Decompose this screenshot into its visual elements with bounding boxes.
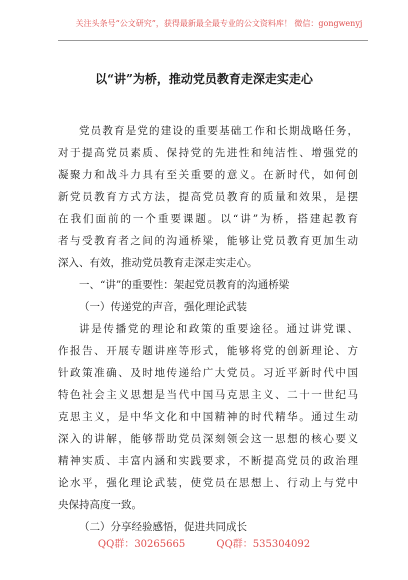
body-line: 特色社会主义思想是当代中国马克思主义、二十一世纪马 bbox=[58, 389, 358, 401]
body-line: 深入的讲解，能够帮助党员深刻领会这一思想的核心要义 bbox=[58, 433, 358, 445]
header-divider bbox=[58, 40, 368, 41]
header-notice: 关注头条号“公文研究”，获得最新最全最专业的公文资料库！ 微信：gongwenyj bbox=[75, 19, 363, 28]
body-line: 党员教育是党的建设的重要基础工作和长期战略任务， bbox=[79, 125, 358, 137]
body-line: 者与受教育者之间的沟通桥梁，能够让党员教育更加生动 bbox=[58, 235, 358, 247]
body-line: 讲是传播党的理论和政策的重要途径。通过讲党课、 bbox=[79, 323, 358, 335]
body-line: 凝聚力和战斗力具有至关重要的意义。在新时代，如何创 bbox=[58, 169, 358, 181]
body-line: 对于提高党员素质、保持党的先进性和纯洁性、增强党的 bbox=[58, 147, 358, 159]
body-line: 作报告、开展专题讲座等形式，能够将党的创新理论、方 bbox=[58, 345, 358, 357]
footer-contact bbox=[0, 535, 408, 550]
qq-group-1: QQ群：30265665 bbox=[97, 539, 186, 550]
document-body bbox=[58, 120, 358, 538]
body-line: 央保持高度一致。 bbox=[58, 499, 142, 511]
body-line: 精神实质、丰富内涵和实践要求，不断提高党员的政治理 bbox=[58, 455, 358, 467]
body-line: 深入、有效，推动党员教育走深走实走心。 bbox=[58, 257, 258, 269]
body-line: 针政策准确、及时地传递给广大党员。习近平新时代中国 bbox=[58, 367, 358, 379]
section-heading: 一、“讲”的重要性：架起党员教育的沟通桥梁 bbox=[79, 279, 290, 291]
body-line: 在我们面前的一个重要课题。以“讲”为桥，搭建起教育 bbox=[58, 213, 358, 225]
subsection-heading: （一）传递党的声音，强化理论武装 bbox=[79, 301, 247, 313]
subsection-heading: （二）分享经验感悟，促进共同成长 bbox=[79, 521, 247, 533]
body-line: 新党员教育方式方法，提高党员教育的质量和效果，是摆 bbox=[58, 191, 358, 203]
qq-group-2: QQ群：535304092 bbox=[216, 539, 311, 550]
body-line: 论水平，强化理论武装，使党员在思想上、行动上与党中 bbox=[58, 477, 358, 489]
document-title: 以“讲”为桥，推动党员教育走深走实走心 bbox=[95, 72, 313, 86]
body-line: 克思主义，是中华文化和中国精神的时代精华。通过生动 bbox=[58, 411, 358, 423]
